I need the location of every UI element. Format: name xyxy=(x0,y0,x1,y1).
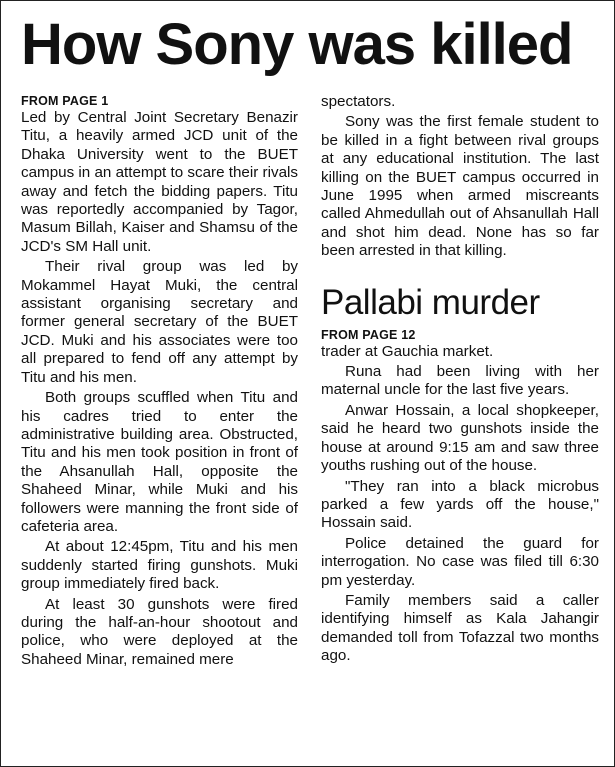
article-paragraph: Family members said a caller identifying himself as Kala Jahangir demanded toll from Tofazzal two months ago. xyxy=(321,591,599,665)
second-headline: Pallabi murder xyxy=(321,282,540,322)
article-paragraph: At about 12:45pm, Titu and his men suddenly started firing gunshots. Muki group immediately fired back. xyxy=(21,538,298,593)
right-column xyxy=(321,93,599,668)
article-paragraph-continued: trader at Gauchia market. xyxy=(321,342,494,360)
article-paragraph: Runa had been living with her maternal uncle for the last five years. xyxy=(321,363,599,399)
left-column xyxy=(21,93,298,671)
jump-label-page-1: FROM PAGE 1 xyxy=(21,94,109,108)
article-paragraph: At least 30 gunshots were fired during the half-an-hour shootout and police, who were deployed at the Shaheed Minar, remained mere xyxy=(21,595,298,668)
jump-label-page-12: FROM PAGE 12 xyxy=(321,327,416,342)
article-paragraph: Both groups scuffled when Titu and his cadres tried to enter the administrative building area. Obstructed, Titu and his men took position in front of the Ahsanullah Hall, opposite the Shaheed Minar, while Muki and his followers were manning the front side of cafeteria area. xyxy=(21,389,298,535)
article-paragraph-continued: spectators. xyxy=(321,93,396,110)
article-paragraph: Anwar Hossain, a local shopkeeper, said he heard two gunshots inside the house at around 9:15 am and saw three youths rushing out of the house. xyxy=(321,401,599,475)
article-paragraph: Led by Central Joint Secretary Benazir Titu, a heavily armed JCD unit of the Dhaka University went to the BUET campus in an attempt to scare their rivals away and fetch the bidding papers. Titu was reportedly accompanied by Tagor, Masum Billah, Kaiser and Shamsu of the JCD's SM Hall unit. xyxy=(21,109,298,255)
article-paragraph: "They ran into a black microbus parked a few yards off the house," Hossain said. xyxy=(321,477,599,532)
main-headline: How Sony was killed xyxy=(21,12,573,77)
article-paragraph: Sony was the first female student to be killed in a fight between rival groups at any educational institution. The last killing on the BUET campus occurred in June 1995 when armed miscreants called Ahmedullah out of Ahsanullah Hall and shot him dead. None has so far been arrested in that killing. xyxy=(321,113,599,260)
article-paragraph: Police detained the guard for interrogation. No case was filed till 6:30 pm yesterday. xyxy=(321,534,599,589)
article-paragraph: Their rival group was led by Mokammel Hayat Muki, the central assistant organising secretary and former general secretary of the BUET JCD. Muki and his associates were too all prepared to fend off any attempt by Titu and his men. xyxy=(21,258,298,386)
